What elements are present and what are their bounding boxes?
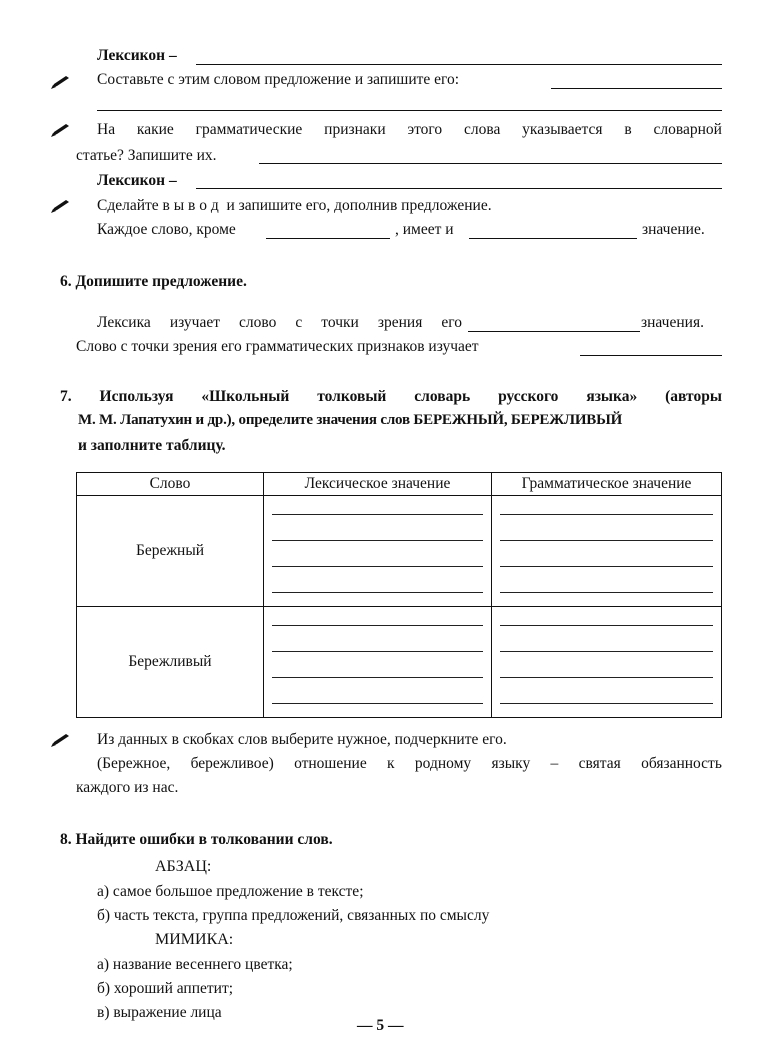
meanings-table [76,472,722,718]
definition-option: б) часть текста, группа предложений, связанных по смыслу [97,907,490,924]
lexicon-label: Лексикон – [97,172,177,189]
each-word-end: значение. [642,221,705,238]
page-number: — 5 — [357,1017,404,1034]
task6-heading: 6. Допишите предложение. [60,273,247,290]
pencil-icon [50,198,72,214]
sentence-line2: каждого из нас. [76,779,179,796]
word-cell: Бережный [77,496,264,607]
lexical-cell[interactable] [264,496,492,607]
conclusion-prompt: Сделайте в ы в о д и запишите его, дополнив предложение. [97,197,492,214]
answer-blank[interactable] [266,238,390,239]
pencil-icon [50,122,72,138]
each-word-mid: , имеет и [395,221,454,238]
sentence-line1: (Бережное, бережливое) отношение к родному языку – святая обязанность [97,755,722,772]
table-row [77,496,722,607]
answer-blank[interactable] [97,110,722,111]
task7-line2: М. М. Лапатухин и др.), определите значения слов БЕРЕЖНЫЙ, БЕРЕЖЛИВЫЙ [78,412,623,428]
answer-blank[interactable] [259,163,722,164]
grammar-question-line: На какие грамматические признаки этого слова указывается в словарной [97,121,722,138]
pencil-icon [50,732,72,748]
answer-blank[interactable] [551,88,722,89]
task6-line2: Слово с точки зрения его грамматических признаков изучает [76,338,479,355]
table-row [77,607,722,718]
term-heading: АБЗАЦ: [155,858,212,875]
task6-line1: Лексика изучает слово с точки зрения его [97,314,462,331]
task6-line1-end: значения. [641,314,704,331]
answer-blank[interactable] [196,64,722,65]
definition-option: б) хороший аппетит; [97,980,234,997]
lexicon-label: Лексикон – [97,47,177,64]
answer-blank[interactable] [196,188,722,189]
table-header-row [77,473,722,496]
answer-blank[interactable] [580,355,722,356]
definition-option: а) название весеннего цветка; [97,956,293,973]
lexical-cell[interactable] [264,607,492,718]
task7-line1: 7. Используя «Школьный толковый словарь русского языка» (авторы [60,388,722,405]
header-grammatical: Грамматическое значение [492,473,722,496]
task8-heading: 8. Найдите ошибки в толковании слов. [60,831,333,848]
grammatical-cell[interactable] [492,496,722,607]
header-lexical: Лексическое значение [264,473,492,496]
each-word-start: Каждое слово, кроме [97,221,236,238]
definition-option: а) самое большое предложение в тексте; [97,883,364,900]
choose-prompt: Из данных в скобках слов выберите нужное, подчеркните его. [97,731,507,748]
header-word: Слово [77,473,264,496]
task7-line3: и заполните таблицу. [78,437,226,454]
term-heading: МИМИКА: [155,931,234,948]
word-cell: Бережливый [77,607,264,718]
definition-option: в) выражение лица [97,1004,222,1021]
grammatical-cell[interactable] [492,607,722,718]
answer-blank[interactable] [468,331,640,332]
pencil-icon [50,74,72,90]
compose-prompt: Составьте с этим словом предложение и запишите его: [97,71,460,88]
grammar-question-cont: статье? Запишите их. [76,147,217,164]
answer-blank[interactable] [469,238,637,239]
